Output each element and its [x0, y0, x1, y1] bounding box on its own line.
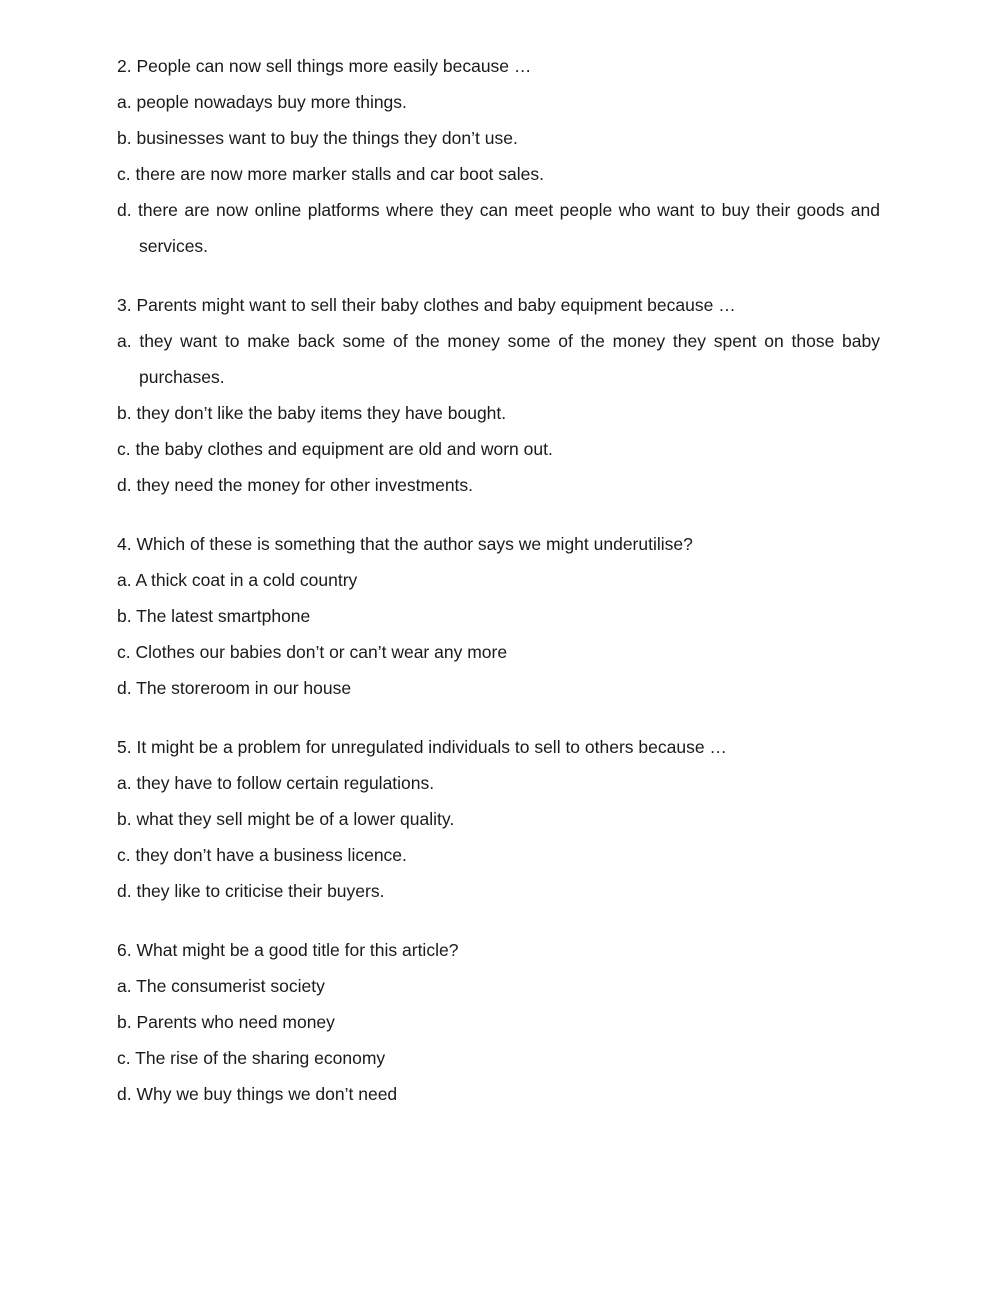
question-6 — [117, 932, 880, 1112]
worksheet-page — [117, 48, 880, 1135]
answer-option-a[interactable]: a. The consumerist society — [117, 976, 325, 996]
question-stem: 4. Which of these is something that the author says we might underutilise? — [117, 534, 693, 554]
question-stem: 6. What might be a good title for this article? — [117, 940, 459, 960]
answer-option-b[interactable]: b. businesses want to buy the things they don’t use. — [117, 128, 518, 148]
answer-option-c[interactable]: c. The rise of the sharing economy — [117, 1048, 386, 1068]
answer-option-d[interactable]: d. The storeroom in our house — [117, 678, 352, 698]
answer-option-c[interactable]: c. they don’t have a business licence. — [117, 845, 407, 865]
answer-option-d[interactable]: d. Why we buy things we don’t need — [117, 1084, 398, 1104]
answer-option-c[interactable]: c. the baby clothes and equipment are old and worn out. — [117, 439, 553, 459]
answer-option-b[interactable]: b. what they sell might be of a lower quality. — [117, 809, 455, 829]
answer-option-b[interactable]: b. The latest smartphone — [117, 606, 311, 626]
question-4 — [117, 526, 880, 706]
question-5 — [117, 729, 880, 909]
answer-option-d[interactable]: d. there are now online platforms where they can meet people who want to buy their goods and services. — [117, 200, 880, 256]
question-stem: 2. People can now sell things more easily because … — [117, 56, 532, 76]
answer-option-a[interactable]: a. people nowadays buy more things. — [117, 92, 407, 112]
answer-option-d[interactable]: d. they need the money for other investments. — [117, 475, 474, 495]
answer-option-d[interactable]: d. they like to criticise their buyers. — [117, 881, 385, 901]
question-stem: 3. Parents might want to sell their baby clothes and baby equipment because … — [117, 295, 736, 315]
answer-option-a[interactable]: a. they have to follow certain regulations. — [117, 773, 435, 793]
answer-option-a[interactable]: a. they want to make back some of the money some of the money they spent on those baby purchases. — [117, 331, 880, 387]
answer-option-a[interactable]: a. A thick coat in a cold country — [117, 570, 358, 590]
question-3 — [117, 287, 880, 503]
answer-option-c[interactable]: c. Clothes our babies don’t or can’t wear any more — [117, 642, 508, 662]
question-stem: 5. It might be a problem for unregulated individuals to sell to others because … — [117, 737, 727, 757]
question-2 — [117, 48, 880, 264]
answer-option-b[interactable]: b. Parents who need money — [117, 1012, 335, 1032]
answer-option-c[interactable]: c. there are now more marker stalls and car boot sales. — [117, 164, 544, 184]
answer-option-b[interactable]: b. they don’t like the baby items they have bought. — [117, 403, 507, 423]
